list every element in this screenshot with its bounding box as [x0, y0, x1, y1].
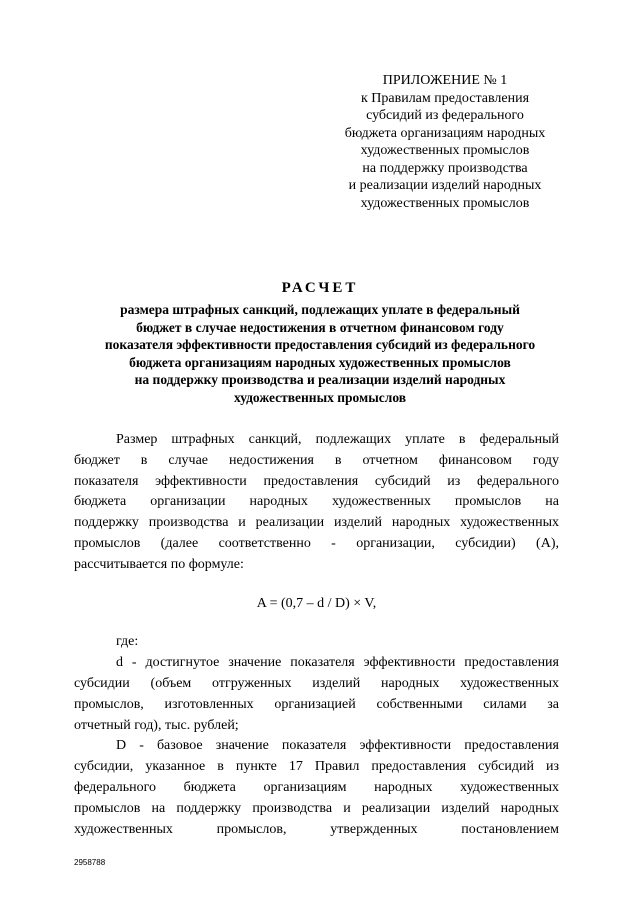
appendix-line: на поддержку производства [362, 160, 528, 176]
text-line: показателя эффективности предоставления субсидий из федерального [74, 473, 559, 489]
appendix-line: к Правилам предоставления [360, 90, 530, 106]
text-line: субсидии, указанное в пункте 17 Правил предоставления субсидий из [74, 759, 559, 775]
subtitle-line: размера штрафных санкций, подлежащих уплате в федеральный [120, 302, 520, 317]
document-title: РАСЧЕТ [281, 280, 359, 296]
text-line: федерального бюджета организациям народных художественных [74, 779, 559, 795]
appendix-block [330, 72, 560, 212]
text-line: бюджета организации народных художественных промыслов на [74, 494, 559, 510]
formula: A = (0,7 – d / D) × V, [256, 595, 377, 611]
text-line: отчетный год), тыс. рублей; [74, 717, 239, 733]
definition-D [74, 736, 559, 840]
appendix-line: бюджета организациям народных [344, 125, 546, 141]
text-line: промыслов, изготовленных организацией собственными силами за [74, 696, 559, 712]
subtitle-line: бюджета организациям народных художественных промыслов [129, 354, 511, 370]
definition-d [74, 653, 559, 736]
subtitle-line: показателя эффективности предоставления субсидий из федерального [104, 337, 536, 352]
subtitle-line: на поддержку производства и реализации изделий народных [134, 372, 506, 387]
appendix-line: художественных промыслов [360, 195, 530, 211]
appendix-line: художественных промыслов [360, 143, 530, 158]
where-label: где: [116, 634, 139, 650]
appendix-line: ПРИЛОЖЕНИЕ № 1 [382, 73, 508, 88]
document-subtitle [60, 301, 580, 406]
text-line: промыслов (далее соответственно - организации, субсидии) (A), [74, 535, 559, 551]
text-line: художественных промыслов, утвержденных постановлением [74, 821, 559, 837]
document-number: 2958788 [74, 858, 106, 867]
text-line: Размер штрафных санкций, подлежащих уплате в федеральный [116, 432, 559, 447]
appendix-line: субсидий из федерального [366, 108, 524, 123]
intro-paragraph [74, 430, 559, 576]
subtitle-line: бюджет в случае недостижения в отчетном финансовом году [136, 319, 504, 335]
text-line: промыслов на поддержку производства и реализации изделий народных [74, 800, 559, 816]
text-line: поддержку производства и реализации изделий народных художественных [74, 515, 559, 531]
text-line: субсидии (объем отгруженных изделий народных художественных [74, 675, 559, 691]
appendix-line: и реализации изделий народных [348, 178, 542, 193]
text-line: d - достигнутое значение показателя эффективности предоставления [116, 655, 559, 671]
subtitle-line: художественных промыслов [233, 389, 407, 405]
document-body [74, 430, 559, 840]
text-line: бюджет в случае недостижения в отчетном финансовом году [74, 452, 559, 468]
text-line: D - базовое значение показателя эффективности предоставления [116, 738, 559, 754]
text-line: рассчитывается по формуле: [74, 556, 244, 572]
